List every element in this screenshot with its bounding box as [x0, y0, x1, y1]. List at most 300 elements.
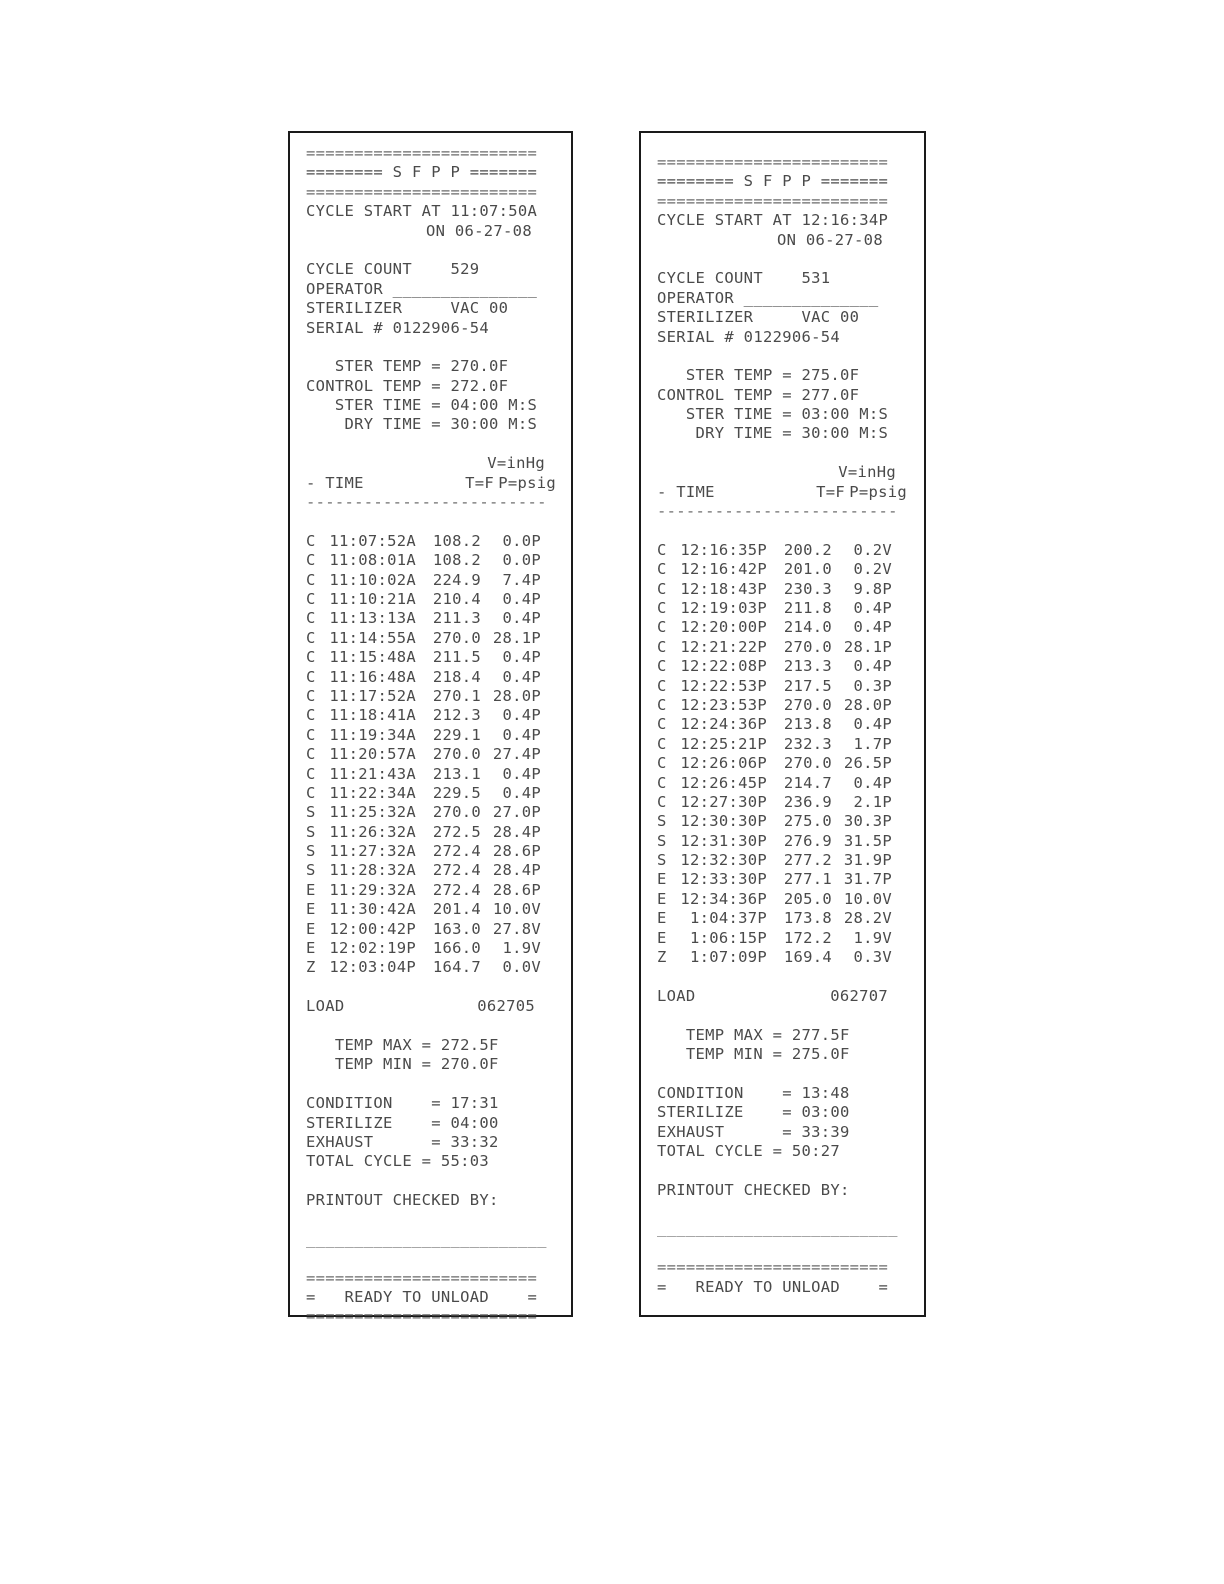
header-border-bottom: ======================== [306, 182, 538, 201]
load-number: 062705 [477, 997, 535, 1016]
checked-by-label: PRINTOUT CHECKED BY: [306, 1191, 499, 1210]
load-label: LOAD [657, 986, 696, 1005]
row-temp: 214.7 [783, 773, 832, 792]
row-time: 11:18:41A [329, 706, 416, 725]
data-row [306, 803, 571, 822]
row-phase-code: C [657, 754, 667, 773]
data-row [657, 890, 924, 909]
row-temp: 270.1 [432, 686, 481, 705]
data-row [306, 551, 571, 570]
data-row [657, 541, 924, 560]
row-time: 11:25:32A [329, 803, 416, 822]
data-row [657, 948, 924, 967]
row-temp: 272.4 [432, 861, 481, 880]
data-row [306, 571, 571, 590]
footer-border-top: ======================== [657, 1258, 889, 1277]
row-phase-code: C [306, 570, 316, 589]
row-pressure: 0.4P [853, 773, 892, 792]
row-pressure: 0.4P [853, 598, 892, 617]
spacer [657, 1161, 924, 1180]
row-time: 12:21:22P [680, 637, 767, 656]
sterilizer-id: STERILIZER VAC 00 [306, 299, 509, 318]
row-pressure: 31.7P [843, 870, 892, 889]
total-cycle-time: TOTAL CYCLE = 50:27 [657, 1141, 841, 1160]
condition-time: CONDITION = 13:48 [657, 1083, 850, 1102]
row-temp: 230.3 [783, 579, 832, 598]
row-temp: 270.0 [783, 637, 832, 656]
row-phase-code: C [306, 745, 316, 764]
col-time-header: - TIME [306, 473, 364, 492]
spacer [306, 1017, 571, 1036]
signature-line: _________________________ [306, 1229, 547, 1248]
row-temp: 270.0 [783, 754, 832, 773]
column-rule: ------------------------- [657, 502, 898, 521]
row-time: 11:29:32A [329, 880, 416, 899]
row-pressure: 31.5P [843, 831, 892, 850]
cycle-count: CYCLE COUNT 531 [657, 269, 831, 288]
row-temp: 108.2 [432, 531, 481, 550]
row-pressure: 1.9V [853, 928, 892, 947]
row-temp: 229.1 [432, 725, 481, 744]
row-time: 11:13:13A [329, 609, 416, 628]
row-pressure: 31.9P [843, 851, 892, 870]
data-row [306, 823, 571, 842]
row-time: 12:32:30P [680, 851, 767, 870]
ster-temp: STER TEMP = 275.0F [657, 366, 860, 385]
checked-by-label: PRINTOUT CHECKED BY: [657, 1180, 850, 1199]
col-pres-header: P=psig [849, 482, 907, 501]
row-phase-code: C [657, 618, 667, 637]
row-time: 11:16:48A [329, 667, 416, 686]
cycle-start: CYCLE START AT 12:16:34P [657, 211, 889, 230]
row-temp: 211.5 [432, 648, 481, 667]
row-phase-code: S [657, 851, 667, 870]
row-phase-code: E [657, 909, 667, 928]
row-phase-code: C [657, 734, 667, 753]
data-row [657, 580, 924, 599]
row-time: 11:22:34A [329, 783, 416, 802]
row-time: 11:21:43A [329, 764, 416, 783]
row-temp: 213.8 [783, 715, 832, 734]
spacer [657, 1200, 924, 1219]
data-row [657, 715, 924, 734]
row-phase-code: C [657, 657, 667, 676]
row-phase-code: S [306, 842, 316, 861]
row-time: 12:26:45P [680, 773, 767, 792]
row-temp: 201.0 [783, 560, 832, 579]
cycle-date: ON 06-27-08 [777, 230, 883, 249]
data-row [657, 599, 924, 618]
spacer [306, 1172, 571, 1191]
row-phase-code: C [306, 686, 316, 705]
data-row [657, 754, 924, 773]
data-row [306, 842, 571, 861]
spacer [306, 1249, 571, 1268]
row-time: 12:18:43P [680, 579, 767, 598]
spacer [306, 435, 571, 454]
exhaust-time: EXHAUST = 33:32 [306, 1132, 499, 1151]
row-pressure: 0.0V [502, 958, 541, 977]
row-temp: 270.0 [432, 803, 481, 822]
footer-border-top: ======================== [306, 1268, 538, 1287]
row-temp: 229.5 [432, 783, 481, 802]
row-pressure: 10.0V [843, 889, 892, 908]
row-phase-code: C [657, 540, 667, 559]
row-time: 11:26:32A [329, 822, 416, 841]
row-time: 12:22:08P [680, 657, 767, 676]
data-row [657, 735, 924, 754]
spacer [306, 338, 571, 357]
spacer [306, 1210, 571, 1229]
row-phase-code: S [306, 822, 316, 841]
spacer [657, 444, 924, 463]
col-temp-header: T=F [465, 473, 494, 492]
row-pressure: 28.1P [843, 637, 892, 656]
data-row [306, 590, 571, 609]
row-pressure: 0.0P [502, 551, 541, 570]
row-pressure: 0.4P [502, 706, 541, 725]
row-pressure: 28.4P [492, 861, 541, 880]
row-temp: 213.1 [432, 764, 481, 783]
row-pressure: 0.3V [853, 948, 892, 967]
data-row [657, 560, 924, 579]
data-row [657, 832, 924, 851]
header-border-top: ======================== [306, 144, 538, 162]
spacer [657, 1006, 924, 1025]
row-pressure: 30.3P [843, 812, 892, 831]
row-phase-code: C [657, 637, 667, 656]
header-border-bottom: ======================== [657, 191, 889, 210]
row-temp: 172.2 [783, 928, 832, 947]
row-pressure: 0.4P [502, 764, 541, 783]
row-time: 12:27:30P [680, 792, 767, 811]
total-cycle-time: TOTAL CYCLE = 55:03 [306, 1152, 490, 1171]
row-time: 12:25:21P [680, 734, 767, 753]
condition-time: CONDITION = 17:31 [306, 1094, 499, 1113]
sterilizer-printout-right [639, 131, 926, 1317]
row-time: 11:27:32A [329, 842, 416, 861]
data-row [306, 958, 571, 977]
row-phase-code: C [306, 609, 316, 628]
data-row [657, 696, 924, 715]
row-temp: 272.4 [432, 880, 481, 899]
row-temp: 212.3 [432, 706, 481, 725]
row-time: 12:31:30P [680, 831, 767, 850]
column-rule: ------------------------- [306, 493, 547, 512]
row-pressure: 0.4P [502, 648, 541, 667]
data-row [657, 851, 924, 870]
column-header [306, 474, 571, 493]
row-phase-code: C [306, 628, 316, 647]
row-temp: 169.4 [783, 948, 832, 967]
data-row [306, 687, 571, 706]
dry-time: DRY TIME = 30:00 M:S [306, 415, 538, 434]
row-phase-code: Z [657, 948, 667, 967]
row-time: 11:10:21A [329, 589, 416, 608]
data-row [306, 668, 571, 687]
temp-min: TEMP MIN = 270.0F [306, 1055, 499, 1074]
data-row [657, 793, 924, 812]
data-row [657, 657, 924, 676]
ready-to-unload: = READY TO UNLOAD = [657, 1277, 889, 1296]
row-time: 12:23:53P [680, 695, 767, 714]
row-phase-code: C [306, 783, 316, 802]
spacer [657, 250, 924, 269]
data-row [306, 861, 571, 880]
row-temp: 173.8 [783, 909, 832, 928]
data-row [657, 618, 924, 637]
row-phase-code: Z [306, 958, 316, 977]
col-time-header: - TIME [657, 482, 715, 501]
row-temp: 214.0 [783, 618, 832, 637]
row-pressure: 0.0P [502, 531, 541, 550]
row-time: 12:19:03P [680, 598, 767, 617]
row-phase-code: E [657, 928, 667, 947]
row-pressure: 28.0P [843, 695, 892, 714]
data-row [657, 870, 924, 889]
data-row [306, 609, 571, 628]
load-line [657, 987, 924, 1006]
row-phase-code: E [306, 900, 316, 919]
cycle-date: ON 06-27-08 [426, 221, 532, 240]
row-temp: 236.9 [783, 792, 832, 811]
row-time: 11:17:52A [329, 686, 416, 705]
row-time: 12:02:19P [329, 939, 416, 958]
ready-to-unload: = READY TO UNLOAD = [306, 1288, 538, 1307]
row-temp: 166.0 [432, 939, 481, 958]
row-temp: 205.0 [783, 889, 832, 908]
dry-time: DRY TIME = 30:00 M:S [657, 424, 889, 443]
row-time: 1:04:37P [689, 909, 767, 928]
spacer [306, 978, 571, 997]
data-row [657, 929, 924, 948]
header-title: ======== S F P P ======= [657, 172, 889, 191]
row-temp: 200.2 [783, 540, 832, 559]
row-pressure: 0.2V [853, 560, 892, 579]
cycle-count: CYCLE COUNT 529 [306, 260, 480, 279]
row-phase-code: C [306, 531, 316, 550]
operator-field: OPERATOR ______________ [657, 288, 879, 307]
row-time: 11:19:34A [329, 725, 416, 744]
units-legend: V=inHg [487, 454, 545, 473]
ster-time: STER TIME = 04:00 M:S [306, 396, 538, 415]
row-temp: 270.0 [432, 628, 481, 647]
row-temp: 163.0 [432, 919, 481, 938]
row-temp: 211.3 [432, 609, 481, 628]
row-temp: 276.9 [783, 831, 832, 850]
spacer [657, 1064, 924, 1083]
row-phase-code: C [306, 589, 316, 608]
control-temp: CONTROL TEMP = 277.0F [657, 385, 860, 404]
row-phase-code: C [657, 792, 667, 811]
spacer [306, 1075, 571, 1094]
row-temp: 277.1 [783, 870, 832, 889]
row-temp: 210.4 [432, 589, 481, 608]
spacer [657, 1239, 924, 1258]
row-pressure: 28.1P [492, 628, 541, 647]
data-row [306, 629, 571, 648]
row-phase-code: C [306, 725, 316, 744]
data-row [657, 812, 924, 831]
row-phase-code: C [657, 560, 667, 579]
row-pressure: 2.1P [853, 792, 892, 811]
row-time: 12:30:30P [680, 812, 767, 831]
sterilizer-printout-left [288, 131, 573, 1326]
row-time: 12:34:36P [680, 889, 767, 908]
row-phase-code: C [657, 695, 667, 714]
row-phase-code: C [657, 715, 667, 734]
temp-min: TEMP MIN = 275.0F [657, 1044, 850, 1063]
row-pressure: 1.9V [502, 939, 541, 958]
row-pressure: 28.0P [492, 686, 541, 705]
row-pressure: 27.8V [492, 919, 541, 938]
row-phase-code: C [306, 648, 316, 667]
row-pressure: 0.4P [502, 783, 541, 802]
row-time: 11:08:01A [329, 551, 416, 570]
spacer [657, 521, 924, 540]
row-phase-code: C [306, 551, 316, 570]
data-row [657, 909, 924, 928]
row-phase-code: S [657, 831, 667, 850]
row-pressure: 0.4P [502, 589, 541, 608]
row-time: 11:20:57A [329, 745, 416, 764]
row-pressure: 0.4P [853, 657, 892, 676]
temp-max: TEMP MAX = 272.5F [306, 1035, 499, 1054]
row-time: 12:16:42P [680, 560, 767, 579]
row-pressure: 28.6P [492, 880, 541, 899]
row-temp: 213.3 [783, 657, 832, 676]
row-pressure: 28.4P [492, 822, 541, 841]
cycle-start: CYCLE START AT 11:07:50A [306, 202, 538, 221]
row-time: 12:16:35P [680, 540, 767, 559]
row-temp: 224.9 [432, 570, 481, 589]
data-row [306, 784, 571, 803]
row-temp: 277.2 [783, 851, 832, 870]
row-phase-code: S [657, 812, 667, 831]
row-phase-code: E [306, 919, 316, 938]
row-time: 12:00:42P [329, 919, 416, 938]
row-phase-code: S [306, 861, 316, 880]
row-pressure: 7.4P [502, 570, 541, 589]
row-time: 11:30:42A [329, 900, 416, 919]
data-row [306, 726, 571, 745]
row-pressure: 28.2V [843, 909, 892, 928]
exhaust-time: EXHAUST = 33:39 [657, 1122, 850, 1141]
footer-border-bottom [657, 1297, 924, 1316]
row-pressure: 10.0V [492, 900, 541, 919]
data-row [657, 774, 924, 793]
row-temp: 232.3 [783, 734, 832, 753]
operator-field: OPERATOR _______________ [306, 279, 538, 298]
spacer [657, 347, 924, 366]
row-pressure: 0.3P [853, 676, 892, 695]
spacer [306, 241, 571, 260]
row-phase-code: C [657, 773, 667, 792]
row-pressure: 0.4P [853, 715, 892, 734]
row-pressure: 28.6P [492, 842, 541, 861]
load-line [306, 997, 571, 1016]
row-pressure: 27.0P [492, 803, 541, 822]
data-row [306, 648, 571, 667]
row-temp: 108.2 [432, 551, 481, 570]
sterilize-time: STERILIZE = 03:00 [657, 1103, 850, 1122]
row-temp: 272.4 [432, 842, 481, 861]
row-temp: 211.8 [783, 598, 832, 617]
row-phase-code: S [306, 803, 316, 822]
data-row [306, 881, 571, 900]
serial-number: SERIAL # 0122906-54 [306, 318, 490, 337]
row-time: 12:26:06P [680, 754, 767, 773]
row-phase-code: C [306, 764, 316, 783]
row-temp: 275.0 [783, 812, 832, 831]
col-pres-header: P=psig [498, 473, 556, 492]
row-pressure: 0.4P [502, 609, 541, 628]
spacer [657, 967, 924, 986]
header-border-top: ======================== [657, 153, 889, 171]
sterilizer-id: STERILIZER VAC 00 [657, 308, 860, 327]
row-phase-code: E [306, 939, 316, 958]
row-phase-code: C [657, 598, 667, 617]
row-pressure: 1.7P [853, 734, 892, 753]
row-phase-code: C [306, 667, 316, 686]
row-temp: 272.5 [432, 822, 481, 841]
footer-border-bottom: ======================== [306, 1307, 538, 1326]
row-temp: 217.5 [783, 676, 832, 695]
load-label: LOAD [306, 997, 345, 1016]
temp-max: TEMP MAX = 277.5F [657, 1025, 850, 1044]
control-temp: CONTROL TEMP = 272.0F [306, 376, 509, 395]
data-row [306, 706, 571, 725]
ster-temp: STER TEMP = 270.0F [306, 357, 509, 376]
row-time: 11:28:32A [329, 861, 416, 880]
row-pressure: 0.2V [853, 540, 892, 559]
row-phase-code: E [657, 889, 667, 908]
row-temp: 164.7 [432, 958, 481, 977]
data-row [657, 638, 924, 657]
row-time: 12:33:30P [680, 870, 767, 889]
row-time: 1:07:09P [689, 948, 767, 967]
row-pressure: 27.4P [492, 745, 541, 764]
data-row [306, 745, 571, 764]
load-number: 062707 [830, 986, 888, 1005]
row-time: 12:20:00P [680, 618, 767, 637]
serial-number: SERIAL # 0122906-54 [657, 327, 841, 346]
row-phase-code: C [657, 579, 667, 598]
row-time: 12:03:04P [329, 958, 416, 977]
spacer [306, 512, 571, 531]
ster-time: STER TIME = 03:00 M:S [657, 405, 889, 424]
row-time: 12:24:36P [680, 715, 767, 734]
row-phase-code: C [306, 706, 316, 725]
data-row [306, 939, 571, 958]
col-temp-header: T=F [816, 482, 845, 501]
row-time: 12:22:53P [680, 676, 767, 695]
row-temp: 201.4 [432, 900, 481, 919]
row-time: 11:14:55A [329, 628, 416, 647]
row-time: 11:10:02A [329, 570, 416, 589]
units-legend: V=inHg [838, 463, 896, 482]
row-temp: 218.4 [432, 667, 481, 686]
row-temp: 270.0 [432, 745, 481, 764]
row-temp: 270.0 [783, 695, 832, 714]
signature-line: _________________________ [657, 1219, 898, 1238]
sterilize-time: STERILIZE = 04:00 [306, 1113, 499, 1132]
row-time: 11:07:52A [329, 531, 416, 550]
row-pressure: 0.4P [502, 725, 541, 744]
row-pressure: 9.8P [853, 579, 892, 598]
row-pressure: 26.5P [843, 754, 892, 773]
row-time: 11:15:48A [329, 648, 416, 667]
